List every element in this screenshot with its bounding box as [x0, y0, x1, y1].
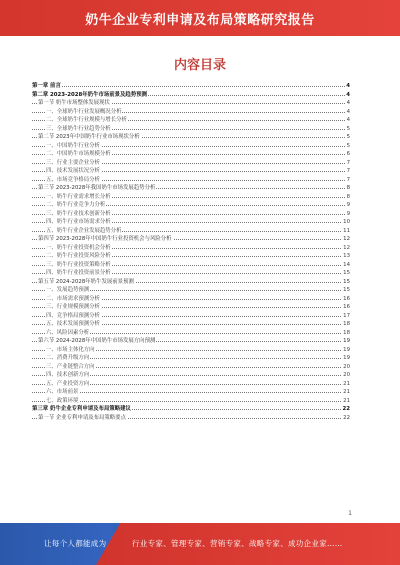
toc-entry-page: 19	[343, 338, 350, 344]
toc-entry-page: 20	[343, 372, 350, 378]
toc-entry-page: 6	[346, 151, 350, 157]
toc-entry-title: 第五节 2024-2028年奶牛发展前景预测	[38, 278, 134, 285]
toc-entry[interactable]	[32, 176, 350, 185]
toc-entry[interactable]	[32, 125, 350, 134]
toc-entry-page: 12	[343, 244, 350, 251]
toc-entry[interactable]	[32, 150, 350, 159]
toc-entry[interactable]	[32, 312, 350, 321]
toc-entry-title: 第一节 企业专利申请及布局策略要点	[38, 414, 126, 421]
toc-entry-page: 21	[343, 380, 350, 387]
toc-entry-title: 三、行业规模预测分析	[46, 304, 100, 310]
toc-entry-page: 21	[343, 397, 350, 404]
toc-entry-title: 一、奶牛行业需求增长分析	[46, 193, 111, 200]
toc-entry-title: 一、发展趋势预测	[46, 287, 90, 293]
toc-entry-title: 五、技术发展预测分析	[46, 321, 100, 327]
toc-entry[interactable]	[32, 363, 350, 372]
toc-entry-page: 10	[343, 219, 350, 225]
toc-entry-page: 9	[346, 202, 350, 208]
toc-entry-page: 22	[342, 406, 350, 412]
toc-entry-page: 15	[343, 278, 350, 285]
toc-entry[interactable]	[32, 354, 350, 363]
toc-entry-page: 4	[346, 83, 350, 89]
toc-entry-title: 三、奶牛行业技术创新分析	[46, 210, 111, 217]
toc-entry-page: 17	[343, 312, 350, 319]
toc-entry-title: 四、技术发展状况分析	[46, 168, 100, 174]
toc-entry-title: 三、全球奶牛行业趋势分析	[46, 125, 111, 132]
toc-entry[interactable]	[32, 303, 350, 312]
toc-entry-title: 六、风险因素分析	[46, 329, 90, 336]
toc-entry-page: 15	[343, 287, 350, 293]
toc-entry[interactable]	[32, 218, 350, 227]
table-of-contents	[32, 82, 350, 422]
toc-entry-title: 二、市场需求预测分析	[46, 295, 100, 302]
toc-entry-title: 五、市场竞争格局分析	[46, 176, 100, 183]
toc-entry-page: 21	[343, 389, 350, 395]
toc-entry[interactable]	[32, 371, 350, 380]
footer-slogan-right: 行业专家、管理专家、营销专家、战略专家、成功企业家……	[132, 539, 343, 548]
toc-entry-page: 18	[343, 329, 350, 336]
footer-slogan-left: 让每个人都能成为	[44, 539, 107, 548]
toc-entry-page: 18	[343, 321, 350, 327]
toc-entry[interactable]	[32, 108, 350, 117]
toc-entry-title: 第六节 2024-2028年中国奶牛市场发展方向预测	[38, 338, 156, 344]
toc-entry-title: 二、消费升级方向	[46, 355, 90, 361]
toc-entry-page: 16	[343, 295, 350, 302]
toc-entry-page: 14	[343, 261, 350, 268]
report-title: 奶牛企业专利申请及布局策略研究报告	[85, 12, 315, 28]
toc-entry-title: 一、中国奶牛行业分析	[46, 142, 100, 149]
toc-entry[interactable]	[32, 269, 350, 278]
toc-entry[interactable]	[32, 167, 350, 176]
toc-entry-page: 12	[343, 236, 350, 242]
toc-entry[interactable]	[32, 320, 350, 329]
toc-entry-page: 9	[346, 210, 350, 217]
toc-entry-page: 7	[346, 168, 350, 174]
toc-entry[interactable]	[32, 133, 350, 142]
toc-entry-page: 16	[343, 304, 350, 310]
toc-entry-page: 4	[346, 117, 350, 123]
toc-entry-title: 二、中国奶牛市场规模分析	[46, 151, 111, 157]
toc-entry-title: 五、产业投资方向	[46, 380, 90, 387]
toc-entry-title: 二、全球奶牛行业规模与增长分析	[46, 117, 127, 123]
toc-entry-page: 8	[346, 193, 350, 200]
toc-entry-page: 4	[346, 108, 350, 115]
toc-entry-title: 七、政策环境	[46, 397, 79, 404]
toc-entry-page: 11	[343, 227, 350, 234]
toc-entry[interactable]	[32, 99, 350, 108]
toc-entry-page: 8	[346, 185, 350, 191]
toc-entry-page: 20	[343, 363, 350, 370]
toc-entry[interactable]	[32, 388, 350, 397]
toc-entry-title: 三、奶牛行业投资策略分析	[46, 261, 111, 268]
toc-entry[interactable]	[32, 142, 350, 151]
toc-entry[interactable]	[32, 397, 350, 406]
toc-entry-title: 四、竞争格局预测分析	[46, 312, 100, 319]
page-number: 1	[348, 510, 352, 517]
toc-entry-page: 4	[346, 91, 350, 98]
toc-entry-page: 7	[346, 159, 350, 166]
toc-entry-title: 四、技术创新方向	[46, 372, 90, 378]
toc-entry[interactable]	[32, 261, 350, 270]
toc-entry-title: 四、奶牛行业市场需求分析	[46, 219, 111, 225]
toc-entry-page: 4	[346, 100, 350, 106]
toc-entry[interactable]	[32, 244, 350, 253]
toc-heading: 内容目录	[173, 58, 226, 73]
toc-entry-title: 一、市场主体化方向	[46, 346, 95, 353]
toc-entry-title: 第四节 2023-2028年中国奶牛行业投资机会与风险分析	[38, 236, 172, 242]
toc-entry[interactable]	[32, 235, 350, 244]
toc-entry-page: 15	[343, 270, 350, 276]
toc-entry[interactable]	[32, 346, 350, 355]
toc-entry[interactable]	[32, 201, 350, 210]
toc-entry-title: 第三章 奶牛企业专利申请及布局策略建议	[32, 406, 131, 412]
toc-entry[interactable]	[32, 286, 350, 295]
toc-entry[interactable]	[32, 193, 350, 202]
toc-entry[interactable]	[32, 91, 350, 100]
toc-entry[interactable]	[32, 159, 350, 168]
toc-entry-page: 19	[343, 346, 350, 353]
toc-entry-title: 一、奶牛行业投资机会分析	[46, 244, 111, 251]
toc-leader-dots	[32, 86, 345, 87]
toc-entry-title: 二、奶牛行业投资风险分析	[46, 253, 111, 259]
toc-entry[interactable]	[32, 210, 350, 219]
toc-entry-title: 六、市场前景	[46, 389, 79, 395]
toc-entry-title: 第一章 前言	[32, 83, 61, 89]
toc-entry-page: 5	[346, 134, 350, 140]
toc-entry-title: 五、奶牛行业企业发展趋势分析	[46, 227, 122, 234]
toc-entry-page: 5	[346, 142, 350, 149]
toc-entry[interactable]	[32, 184, 350, 193]
toc-entry-title: 二、奶牛行业竞争力分析	[46, 202, 106, 208]
toc-entry-title: 三、行业主要企业分析	[46, 159, 100, 166]
toc-entry-title: 第二节 2023年中国奶牛行业市场现状分析	[38, 134, 140, 140]
toc-entry-page: 22	[343, 414, 350, 421]
toc-entry[interactable]	[32, 380, 350, 389]
toc-entry[interactable]	[32, 82, 350, 91]
toc-entry-page: 19	[343, 355, 350, 361]
toc-entry-title: 第一节 奶牛市场整体发展现状	[38, 100, 110, 106]
toc-entry-title: 一、全球奶牛行业发展概况分析	[46, 108, 122, 115]
footer-banner	[0, 523, 400, 565]
toc-entry-title: 四、奶牛行业投资前景分析	[46, 270, 111, 276]
toc-entry-title: 第三节 2023-2028年我国奶牛市场发展趋势分析	[38, 185, 156, 191]
toc-entry[interactable]	[32, 116, 350, 125]
toc-entry[interactable]	[32, 295, 350, 304]
toc-entry-page: 13	[343, 253, 350, 259]
report-header	[0, 0, 400, 36]
toc-entry[interactable]	[32, 405, 350, 414]
toc-entry[interactable]	[32, 337, 350, 346]
toc-entry-title: 三、产业链整合方向	[46, 363, 95, 370]
toc-entry-title: 第二章 2023-2028年奶牛市场前景及趋势预测	[32, 91, 147, 98]
toc-entry-page: 7	[346, 176, 350, 183]
toc-entry[interactable]	[32, 414, 350, 423]
toc-entry[interactable]	[32, 329, 350, 338]
toc-entry[interactable]	[32, 227, 350, 236]
toc-entry[interactable]	[32, 278, 350, 287]
toc-entry-page: 5	[346, 125, 350, 132]
toc-entry[interactable]	[32, 252, 350, 261]
